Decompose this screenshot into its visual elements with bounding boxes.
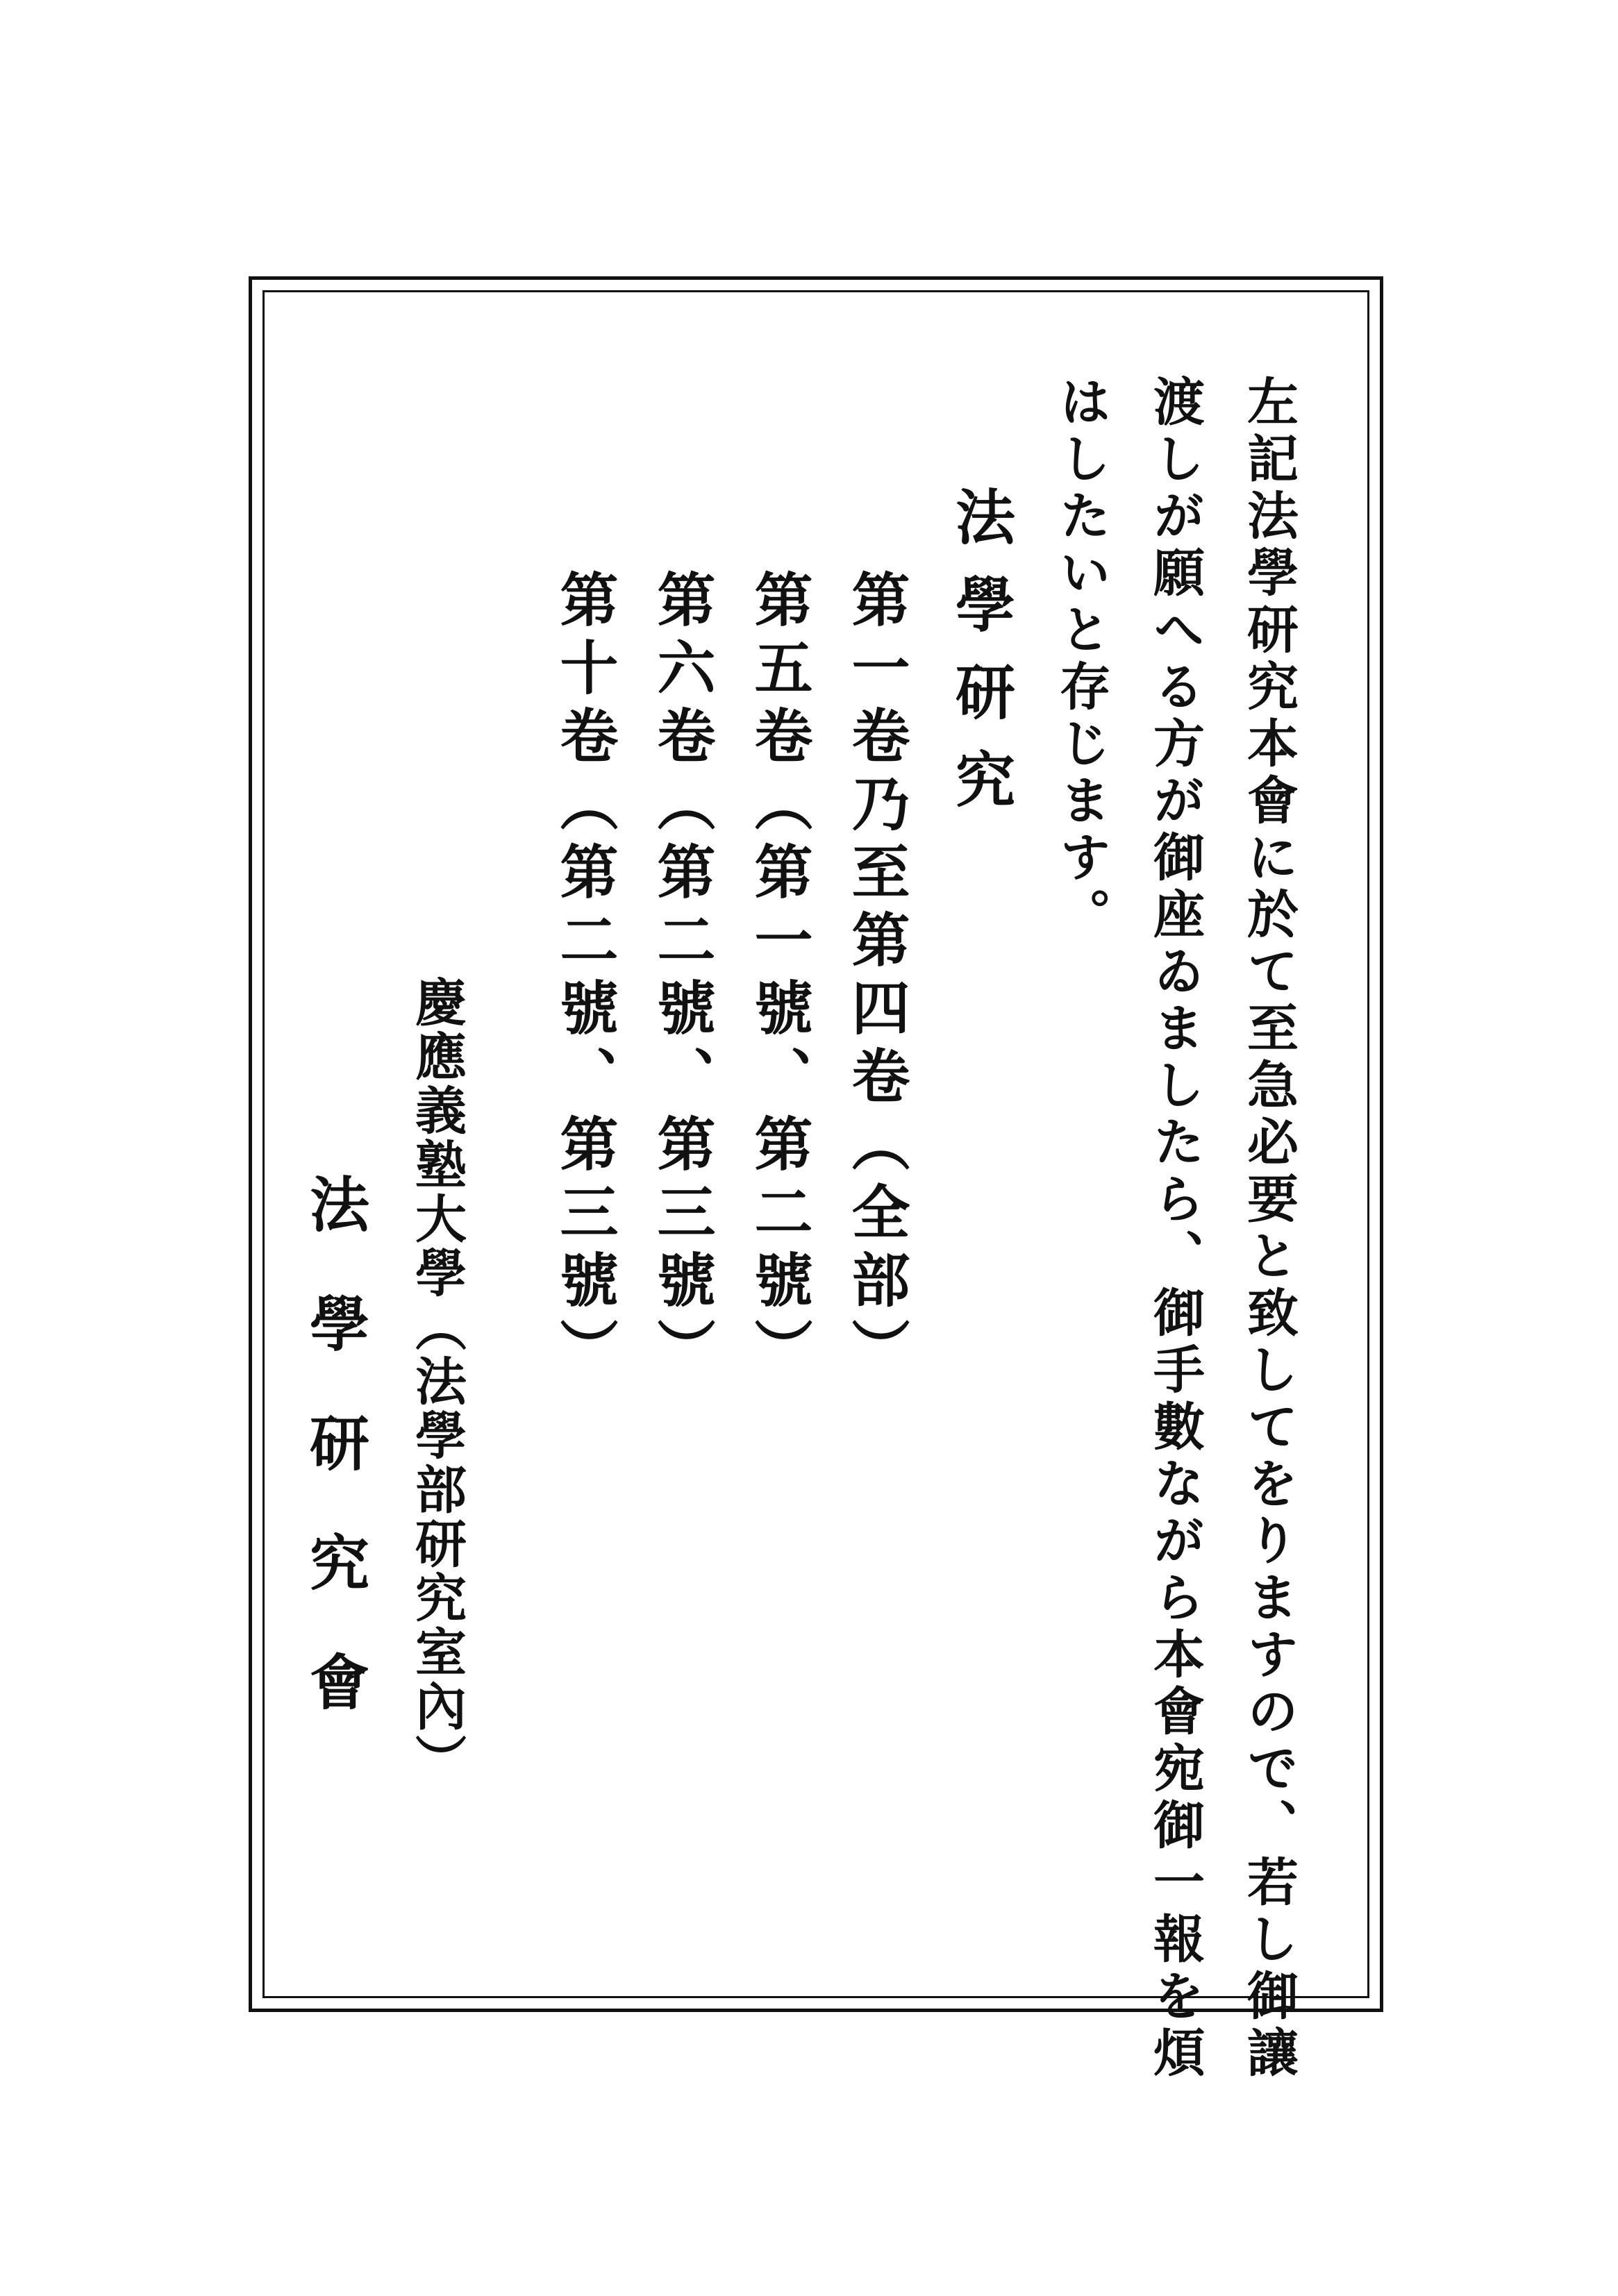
volume-line-3: 第六卷（第二號、第三號）	[648, 569, 717, 1386]
journal-title: 法學研究	[945, 486, 1015, 836]
notice-line-3: はしたいと存じます。	[1051, 375, 1111, 944]
university-name: 慶應義塾大學（法學部研究室內）	[407, 975, 467, 1788]
volume-line-1: 第一卷乃至第四卷（全部）	[842, 569, 911, 1386]
volume-line-2: 第五卷（第一號、第二號）	[745, 569, 814, 1386]
notice-line-1: 左記法學研究本會に於て至急必要と致してをりますので、若し御讓	[1239, 375, 1299, 2083]
notice-line-2: 渡しが願へる方が御座ゐましたら、御手數ながら本會宛御一報を煩	[1145, 375, 1205, 2083]
volume-line-4: 第十卷（第二號、第三號）	[551, 569, 619, 1386]
society-name: 法學研究會	[299, 1173, 369, 1770]
